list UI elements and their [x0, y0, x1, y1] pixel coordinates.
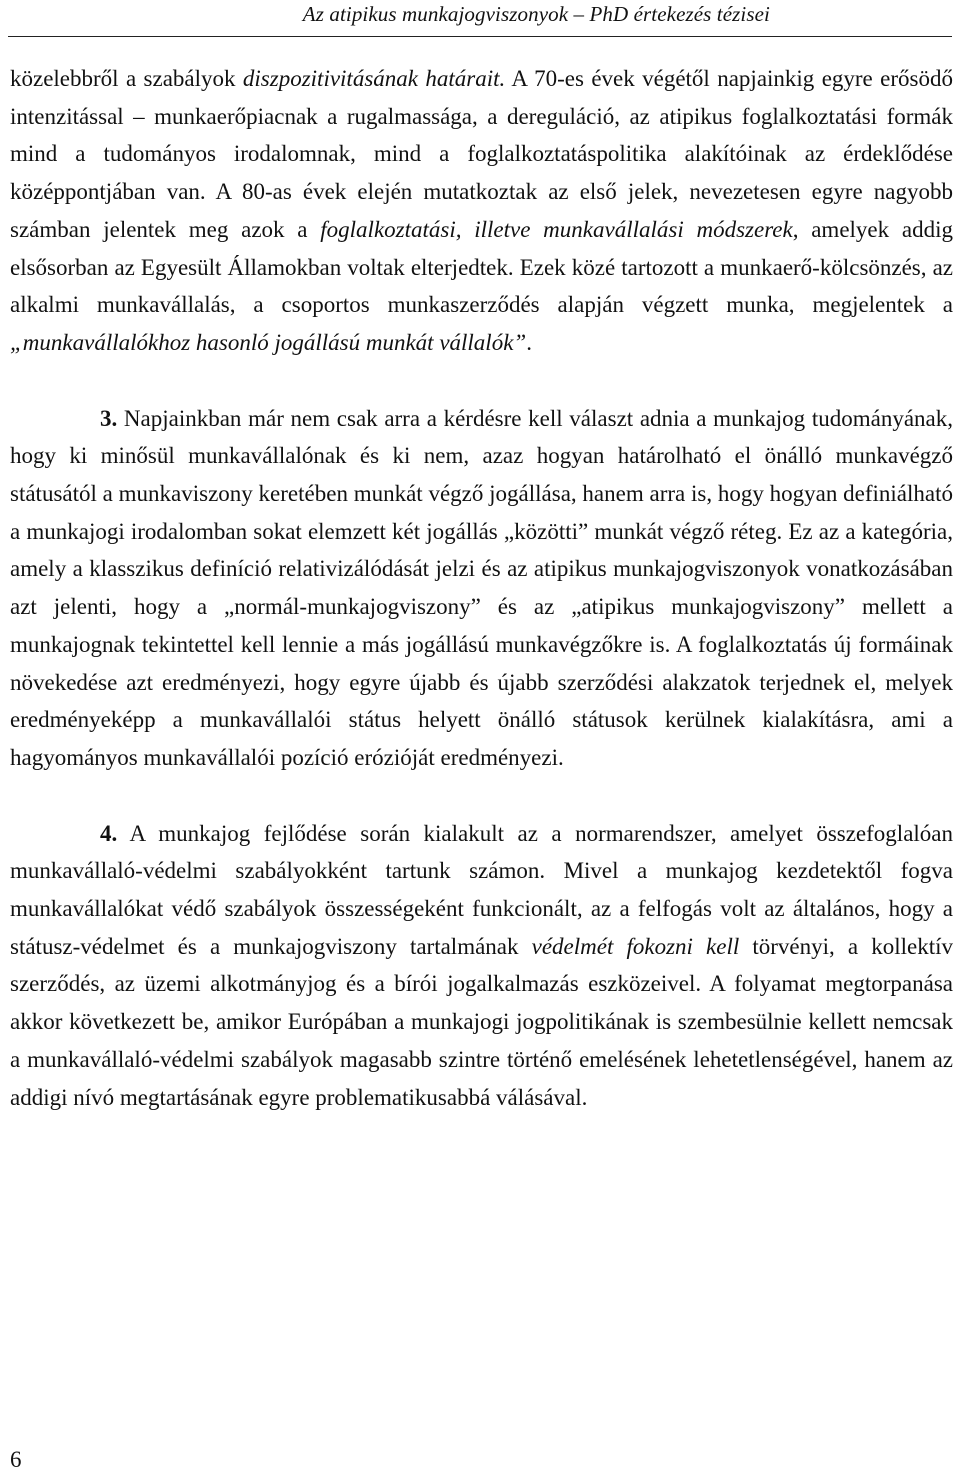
paragraph-4	[10, 815, 953, 1117]
paragraph-text: A munkajog fejlődése során kialakult az a normarendszer, amelyet összefoglalóan munkavállaló-védelmi szabályokként tartunk számon. Mivel a munkajog kezdetektől fogva munkavállalókat védő szabályok összességeként funkcionált, az a felfogás volt az általános, hogy a státusz-védelmet és a munkajogviszony tartalmának	[10, 820, 953, 959]
paragraph-continued	[10, 60, 953, 362]
paragraph-text: közelebbről a szabályok	[10, 66, 243, 91]
emphasis-text: védelmét fokozni kell	[531, 933, 740, 959]
running-header-title: Az atipikus munkajogviszonyok – PhD értekezés tézisei	[302, 2, 770, 26]
paragraph-text: törvényi, a kollektív szerződés, az üzemi alkotmányjog és a bírói jogalkalmazás eszközeivel. A folyamat megtorpanása akkor következett be, amikor Európában a munkajogi jogpolitikának is szembesülnie kellett nemcsak a munkavállaló-védelmi szabályok magasabb szintre történő emelésének lehetetlenségével, hanem az addigi nívó megtartásának egyre problematikusabbá válásával.	[10, 933, 953, 1110]
emphasis-text: diszpozitivitásának határait.	[242, 66, 506, 91]
paragraph-number: 3.	[100, 405, 118, 431]
paragraph-3	[10, 400, 953, 777]
page-number: 6	[10, 1447, 22, 1472]
paragraph-text: Napjainkban már nem csak arra a kérdésre kell választ adnia a munkajog tudományának, hogy ki minősül munkavállalónak és ki nem, azaz hogyan határolható el önálló munkavégző státusától a munkaviszony keretében munkát végző jogállása, hanem arra is, hogy hogyan definiálható a munkajogi irodalomban sokat elemzett két jogállás „közötti” munkát végző réteg. Ez az a kategória, amely a klasszikus definíció relativizálódását jelzi és az atipikus munkajogviszonyok vonatkozásában azt jelenti, hogy a „normál-munkajogviszony” és az „atipikus munkajogviszony” mellett a munkajognak tekintettel kell lennie a más jogállású munkavégzőkre is. A foglalkoztatás új formáinak növekedése azt eredményezi, hogy egyre újabb és újabb szerződési alakzatok terjednek el, melyek eredményeképp a munkavállalói státus helyett önálló státusok kerülnek kialakításra, ami a hagyományos munkavállalói pozíció erózióját eredményezi.	[10, 405, 953, 770]
paragraph-text: A 70-es évek végétől napjainkig egyre erősödő intenzitással – munkaerőpiacnak a rugalmassága, a dereguláció, az atipikus foglalkoztatási formák mind a tudományos irodalomnak, mind a foglalkoztatáspolitika alakítóinak az érdeklődése középpontjában van. A 80-as évek elején mutatkoztak az első jelek, nevezetesen egyre nagyobb számban jelentek meg azok a	[10, 66, 953, 242]
paragraph-number: 4.	[100, 820, 118, 846]
paragraph-text: , amelyek addig elsősorban az Egyesült Államokban voltak elterjedtek. Ezek közé tartozott a munkaerő-kölcsönzés, az alkalmi munkavállalás, a csoportos munkaszerződés alapján végzett munka, megjelentek a	[10, 216, 953, 318]
emphasis-text: foglalkoztatási, illetve munkavállalási módszerek	[320, 216, 793, 242]
document-body	[10, 60, 953, 1116]
header-divider	[8, 36, 952, 37]
paragraph-text: .	[526, 329, 532, 355]
emphasis-text: „munkavállalókhoz hasonló jogállású munkát vállalók”	[10, 329, 527, 355]
